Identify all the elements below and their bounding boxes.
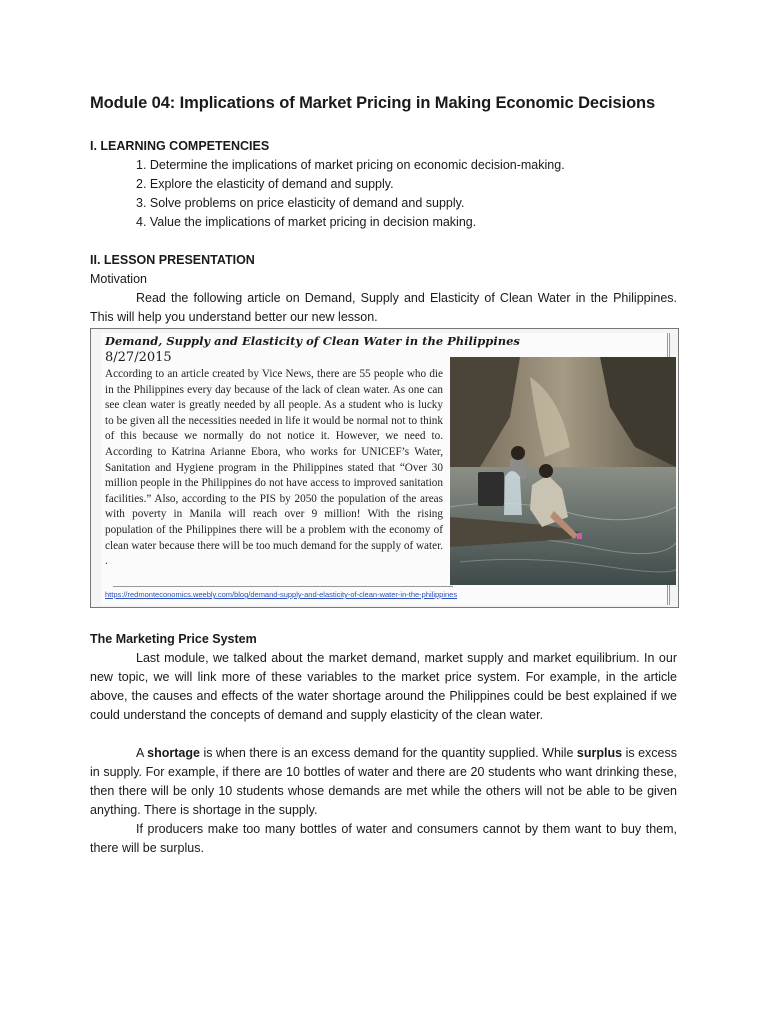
- source-link[interactable]: https://redmonteconomics.weebly.com/blog/demand-supply-and-elasticity-of-clean-water-in-the-philippines: [105, 590, 458, 599]
- motivation-subheading: Motivation: [90, 272, 147, 286]
- marketing-price-system-heading: The Marketing Price System: [90, 632, 257, 646]
- module-title: Module 04: Implications of Market Pricing in Making Economic Decisions: [90, 94, 656, 112]
- competency-item: 1. Determine the implications of market pricing on economic decision-making.: [136, 158, 565, 172]
- paragraph-last-module: Last module, we talked about the market demand, market supply and market equilibrium. In our new topic, we will link more of these variables to the market price system. For example, in the article above, the causes and effects of the water shortage around the Philippines could be best explained if we could understand the concepts of demand and supply elasticity of the clean water.: [90, 651, 677, 722]
- competency-item: 2. Explore the elasticity of demand and supply.: [136, 177, 394, 191]
- motivation-intro: Read the following article on Demand, Supply and Elasticity of Clean Water in the Philippines. This will help you understand better our new lesson.: [90, 291, 677, 324]
- competency-item: 3. Solve problems on price elasticity of demand and supply.: [136, 196, 465, 210]
- surplus-term: surplus: [576, 746, 623, 760]
- lesson-presentation-heading: II. LESSON PRESENTATION: [90, 253, 255, 267]
- article-body: According to an article created by Vice News, there are 55 people who die in the Philippines every day because of the lack of clean water. As one can see clean water is greatly needed by all people. As a student who is lucky to be given all the necessities needed in life it would be normal not to think of this because we normally do not notice it. However, we need to. According to Katrina Arianne Ebora, who works for UNICEF’s Water, Sanitation and Hygiene program in the Philippines stated that “Over 30 million people in the Philippines do not have access to improved sanitation facilities.” Also, according to the PIS by 2050 the population of the areas with poverty in Manila will reach over 9 million! With the rising population of the Philippines there will be a problem with the economy of clean water because there will be too much demand for the supply of water. .: [105, 368, 443, 568]
- article-date: 8/27/2015: [105, 350, 172, 365]
- article-clipping: [90, 328, 679, 608]
- link-divider: [113, 586, 453, 587]
- article-title: Demand, Supply and Elasticity of Clean Water in the Philippines: [105, 334, 520, 348]
- river-photo: [450, 357, 676, 585]
- paragraph-shortage-surplus: A shortage is when there is an excess demand for the quantity supplied. While surplus is excess in supply. For example, if there are 10 bottles of water and there are 20 students who want drinking these, then there will be only 10 students whose demands are met while the others will not be able to be given anything. There is shortage in the supply.: [90, 746, 677, 817]
- learning-competencies-heading: I. LEARNING COMPETENCIES: [90, 139, 270, 153]
- shortage-term: shortage: [147, 746, 200, 760]
- competency-item: 4. Value the implications of market pricing in decision making.: [136, 215, 477, 229]
- paragraph-surplus-example: If producers make too many bottles of water and consumers cannot by them want to buy them, there will be surplus.: [90, 822, 677, 855]
- article-panel: [101, 333, 670, 605]
